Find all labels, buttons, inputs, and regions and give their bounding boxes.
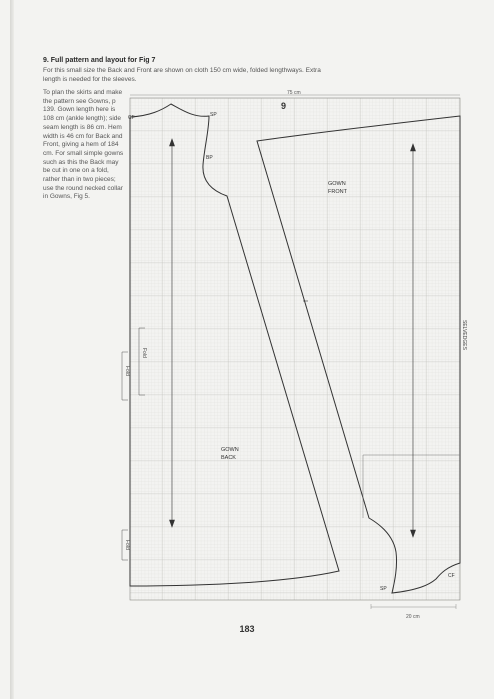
figure-number: 9 xyxy=(281,101,287,111)
page-number: 183 xyxy=(239,624,255,634)
graph-paper-grid xyxy=(130,98,460,600)
back-cf-mark: CF xyxy=(128,115,135,121)
selvedges-label: SELVEDGES xyxy=(461,320,467,350)
back-sp-mark: SP xyxy=(210,112,217,118)
bottom-measure-label: 20 cm xyxy=(406,614,420,620)
front-cf-mark: CF xyxy=(448,573,455,579)
figure-heading: 9. Full pattern and layout for Fig 7 xyxy=(43,57,156,64)
top-measure-label: 75 cm xyxy=(287,90,301,96)
gown-back-label-line1: GOWN xyxy=(221,447,239,453)
gown-back-label-line2: BACK xyxy=(221,455,236,461)
fold-marker-lower xyxy=(122,352,128,400)
gown-front-label-line1: GOWN xyxy=(328,181,346,187)
intro-paragraph: For this small size the Back and Front are shown on cloth 150 cm wide, folded lengthways. Extra length is needed for the sleeves. xyxy=(43,67,321,83)
fold-label-lower: Fold xyxy=(124,540,130,550)
back-bp-mark: BP xyxy=(206,155,213,161)
fold-label-upper: Fold xyxy=(141,348,147,358)
bottom-measure-line xyxy=(371,604,456,609)
fold-label-middle: Fold xyxy=(124,366,130,376)
gown-front-label-line2: FRONT xyxy=(328,189,347,195)
front-sp-mark: SP xyxy=(380,586,387,592)
instructions-paragraph: To plan the skirts and make the pattern see Gowns, p 139. Gown length here is 108 cm (ankle length); side seam length is 86 cm. Hem width is 46 cm for Back and Front, giving a hem of 184 cm. For small simple gowns such as this the Back may be cut in one on a fold, rather than in two pieces; use the round necked collar in Gowns, Fig 5. xyxy=(43,89,124,201)
